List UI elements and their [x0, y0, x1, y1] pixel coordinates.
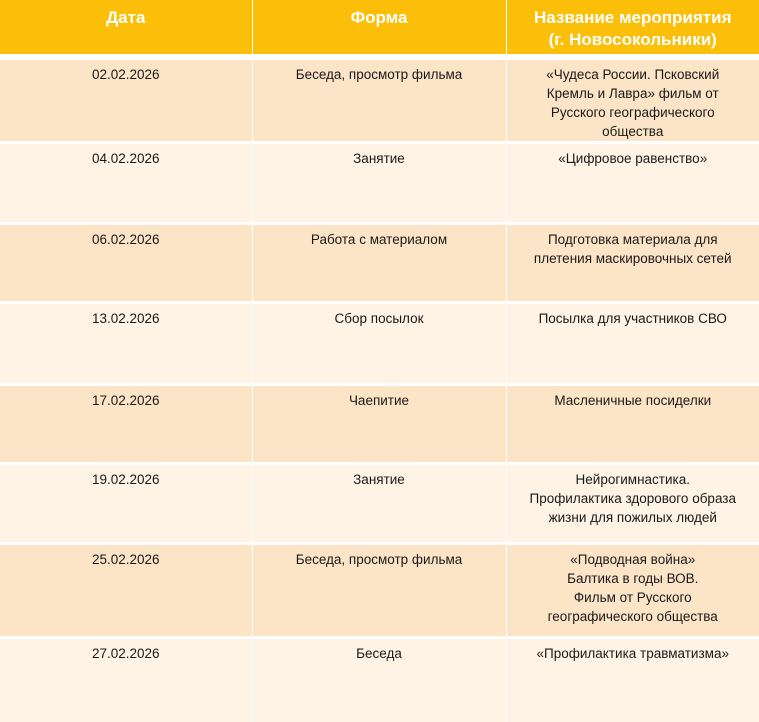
- row-name-text: «Цифровое равенство»: [558, 151, 708, 166]
- table-row: [0, 544, 759, 638]
- row-form: Сбор посылок: [252, 303, 506, 385]
- row-name-text: Посылка для участников СВО: [538, 311, 727, 326]
- header-name-text: Название мероприятия (г. Новосокольники): [534, 8, 732, 49]
- row-date: 06.02.2026: [0, 224, 252, 303]
- header-name: [506, 0, 759, 57]
- table-header-row: [0, 0, 759, 57]
- row-name: [506, 224, 759, 303]
- row-name-text: Масленичные посиделки: [554, 393, 712, 408]
- table-row: [0, 638, 759, 722]
- row-date: 02.02.2026: [0, 57, 252, 143]
- row-date: 04.02.2026: [0, 143, 252, 224]
- row-date: 13.02.2026: [0, 303, 252, 385]
- row-name: [506, 57, 759, 143]
- table-row: [0, 303, 759, 385]
- row-date: 25.02.2026: [0, 544, 252, 638]
- table-row: [0, 224, 759, 303]
- header-form: Форма: [252, 0, 506, 57]
- row-form: Занятие: [252, 143, 506, 224]
- row-form: Беседа, просмотр фильма: [252, 544, 506, 638]
- row-name: [506, 638, 759, 722]
- row-name-text: «Подводная война» Балтика в годы ВОВ. Фильм от Русского географического общества: [547, 552, 718, 624]
- table-row: [0, 385, 759, 464]
- row-name-text: Подготовка материала для плетения маскировочных сетей: [533, 232, 732, 266]
- row-name: [506, 303, 759, 385]
- row-date: 17.02.2026: [0, 385, 252, 464]
- row-name: [506, 544, 759, 638]
- row-name-text: Нейрогимнастика. Профилактика здорового образа жизни для пожилых людей: [529, 472, 736, 525]
- table-row: [0, 57, 759, 143]
- row-form: Беседа, просмотр фильма: [252, 57, 506, 143]
- row-name: [506, 464, 759, 544]
- header-date: Дата: [0, 0, 252, 57]
- row-form: Занятие: [252, 464, 506, 544]
- row-name: [506, 385, 759, 464]
- row-form: Работа с материалом: [252, 224, 506, 303]
- row-date: 27.02.2026: [0, 638, 252, 722]
- row-name-text: «Профилактика травматизма»: [536, 646, 729, 661]
- table-row: [0, 464, 759, 544]
- table-row: [0, 143, 759, 224]
- row-name: [506, 143, 759, 224]
- row-form: Чаепитие: [252, 385, 506, 464]
- row-name-text: «Чудеса России. Псковский Кремль и Лавра» фильм от Русского географического общества: [546, 67, 720, 139]
- row-form: Беседа: [252, 638, 506, 722]
- row-date: 19.02.2026: [0, 464, 252, 544]
